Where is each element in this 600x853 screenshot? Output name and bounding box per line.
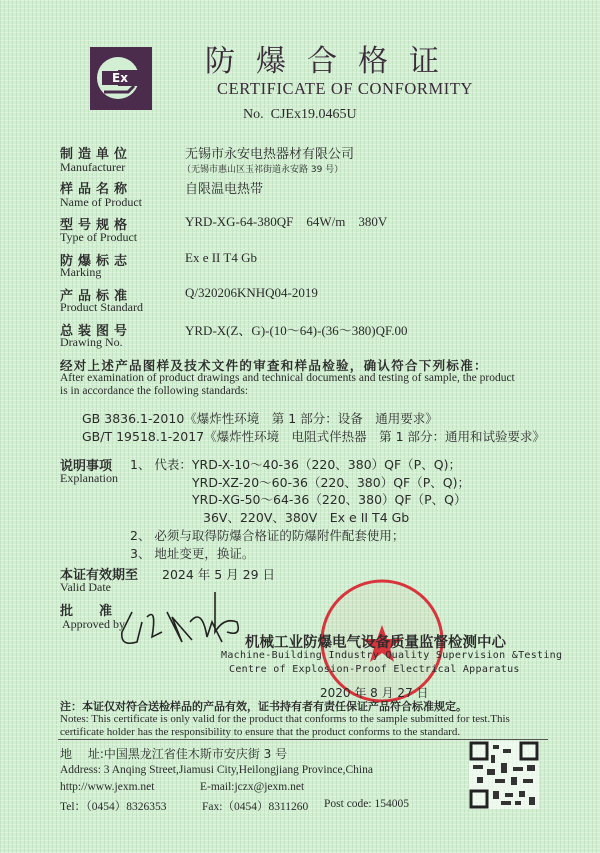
explanation-line-2: YRD-XZ-20～60-36（220、380）QF（P、Q)；	[192, 475, 470, 490]
notes-en-1: Notes: This certificate is only valid for the product that conforms to the sample submitted for test.This	[60, 713, 510, 725]
notes-zh: 注：本证仅对符合送检样品的产品有效，证书持有者有责任保证产品符合标准规定。	[60, 700, 467, 713]
post-code: Post code: 154005	[324, 798, 409, 810]
address-zh: 地 址:中国黑龙江省佳木斯市安庆街 3 号	[60, 747, 288, 761]
explanation-line-4: 36V、220V、380V Ex e II T4 Gb	[203, 510, 410, 525]
drawing-label: 总装图号	[60, 324, 133, 339]
approved-by-label: 批 准	[60, 604, 113, 619]
issuer-name-zh: 机械工业防爆电气设备质量监督检测中心	[245, 635, 506, 651]
type-value: YRD-XG-64-380QF 64W/m 380V	[185, 214, 388, 229]
issuer-name-en-2: Centre of Explosion-Proof Electrical Apparatus	[229, 664, 520, 675]
telephone: Tel：（0454）8326353	[60, 801, 167, 813]
explanation-label: 说明事项	[60, 459, 113, 474]
standard-label-en: Product Standard	[60, 300, 143, 314]
drawing-value: YRD-X(Z、G)-(10～64)-(36～380)QF.00	[185, 323, 408, 338]
marking-value: Ex e II T4 Gb	[185, 250, 257, 265]
fax: Fax:（0454）8311260	[202, 801, 309, 813]
qr-code	[469, 741, 539, 809]
certificate-number: No. CJEx19.0465U	[243, 107, 357, 122]
explanation-label-en: Explanation	[60, 471, 118, 485]
valid-date-value: 2024 年 5 月 29 日	[162, 567, 276, 582]
manufacturer-value: 无锡市永安电热器材有限公司	[185, 147, 355, 162]
product-name-value: 自限温电热带	[185, 182, 264, 197]
marking-label-en: Marking	[60, 265, 102, 279]
approved-by-label-en: Approved by	[62, 617, 125, 631]
conformity-statement-en-2: is in accordance the following standards:	[60, 385, 249, 397]
manufacturer-address: （无锡市惠山区玉祁街道永安路 39 号）	[182, 165, 344, 175]
explanation-line-5: 2、 必须与取得防爆合格证的防爆附件配套使用；	[130, 528, 405, 543]
explanation-line-3: YRD-XG-50～64-36（220、380）QF（P、Q）	[192, 492, 467, 507]
manufacturer-label-en: Manufacturer	[60, 160, 126, 174]
explanation-line-6: 3、 地址变更，换证。	[130, 546, 255, 561]
product-name-label-en: Name of Product	[60, 195, 142, 209]
drawing-label-en: Drawing No.	[60, 335, 123, 349]
valid-date-label: 本证有效期至	[60, 568, 139, 583]
explanation-line-1: 1、 代表：YRD-X-10～40-36（220、380）QF（P、Q)；	[130, 457, 461, 472]
address-en: Address: 3 Anqing Street,Jiamusi City,Heilongjiang Province,China	[60, 764, 373, 776]
standard-value: Q/320206KNHQ04-2019	[185, 285, 318, 300]
type-label-en: Type of Product	[60, 230, 138, 244]
standard-label: 产品标准	[60, 289, 133, 304]
website: http://www.jexm.net	[60, 781, 155, 793]
valid-date-label-en: Valid Date	[60, 580, 111, 594]
logo-text: Ex	[112, 71, 128, 85]
title-en: CERTIFICATE OF CONFORMITY	[217, 79, 474, 98]
footer-divider	[58, 739, 548, 740]
conformity-statement-zh: 经对上述产品图样及技术文件的审查和样品检验，确认符合下列标准：	[60, 358, 488, 373]
conformity-statement-en-1: After examination of product drawings and technical documents and testing of sample, the product	[60, 372, 515, 384]
issuer-name-en-1: Machine-Building Industry Quality Supervision &Testing	[221, 650, 563, 661]
standard-1: GB 3836.1-2010《爆炸性环境 第 1 部分：设备 通用要求》	[82, 411, 438, 426]
notes-en-2: certificate holder has the responsibility to ensure that the product conforms to the standard.	[60, 726, 461, 738]
ex-logo	[90, 47, 152, 110]
product-name-label: 样品名称	[60, 182, 133, 197]
standard-2: GB/T 19518.1-2017《爆炸性环境 电阻式伴热器 第 1 部分：通用和试验要求》	[82, 429, 545, 444]
title-zh: 防爆合格证	[205, 44, 460, 79]
manufacturer-label: 制造单位	[60, 147, 133, 162]
issue-date: 2020 年 8 月 27 日	[320, 686, 429, 700]
email: E-mail:jczx@jexm.net	[200, 781, 305, 793]
marking-label: 防爆标志	[60, 254, 133, 269]
type-label: 型号规格	[60, 218, 133, 233]
